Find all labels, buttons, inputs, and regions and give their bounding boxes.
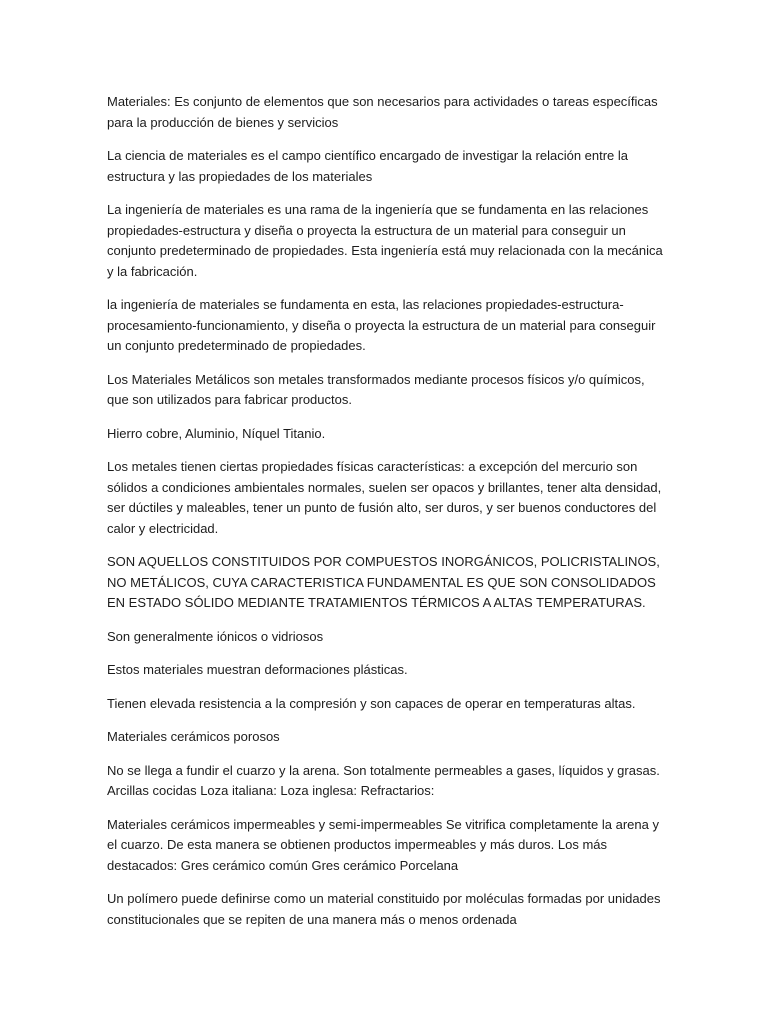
paragraph-ionicos-vidriosos: Son generalmente iónicos o vidriosos bbox=[107, 628, 324, 644]
paragraph-deformaciones: Estos materiales muestran deformaciones plásticas. bbox=[107, 662, 408, 677]
paragraph-materiales-definicion: Materiales: Es conjunto de elementos que son necesarios para actividades o tareas específicas para la producción de bienes y servicios bbox=[107, 94, 658, 130]
paragraph-ceramicos-porosos: Materiales cerámicos porosos bbox=[107, 729, 280, 744]
paragraph-propiedades-metales: Los metales tienen ciertas propiedades físicas características: a excepción del mercurio son sólidos a condiciones ambientales normales, suelen ser opacos y brillantes, tener alta densidad, ser dúctiles y maleables, tener un punto de fusión alto, ser duros, y ser buenos conductores del calor y electricidad. bbox=[107, 459, 662, 536]
paragraph-ingenieria-fundamento: la ingeniería de materiales se fundamenta en esta, las relaciones propiedades-estructura-procesamiento-funcionamiento, y diseña o proyecta la estructura de un material para conseguir un conjunto predeterminado de propiedades. bbox=[107, 297, 656, 353]
paragraph-cuarzo-arena: No se llega a fundir el cuarzo y la arena. Son totalmente permeables a gases, líquidos y grasas. Arcillas cocidas Loza italiana: Loza inglesa: Refractarios: bbox=[107, 762, 660, 798]
paragraph-ingenieria-materiales: La ingeniería de materiales es una rama de la ingeniería que se fundamenta en las relaciones propiedades-estructura y diseña o proyecta la estructura de un material para conseguir un conjunto predeterminado de propiedades. Esta ingeniería está muy relacionada con la mecánica y la fabricación. bbox=[107, 202, 663, 279]
paragraph-ceramicos-definicion: SON AQUELLOS CONSTITUIDOS POR COMPUESTOS INORGÁNICOS, POLICRISTALINOS, NO METÁLICOS, CUYA CARACTERISTICA FUNDAMENTAL ES QUE SON CONSOLIDADOS EN ESTADO SÓLIDO MEDIANTE TRATAMIENTOS TÉRMICOS A ALTAS TEMPERATURAS. bbox=[107, 554, 660, 610]
paragraph-ejemplos-metales: Hierro cobre, Aluminio, Níquel Titanio. bbox=[107, 425, 326, 441]
paragraph-ceramicos-impermeables: Materiales cerámicos impermeables y semi-impermeables Se vitrifica completamente la arena y el cuarzo. De esta manera se obtienen productos impermeables y más duros. Los más destacados: Gres cerámico común Gres cerámico Porcelana bbox=[107, 816, 659, 873]
document-body bbox=[107, 92, 667, 943]
paragraph-ciencia-materiales: La ciencia de materiales es el campo científico encargado de investigar la relación entre la estructura y las propiedades de los materiales bbox=[107, 148, 629, 184]
paragraph-materiales-metalicos: Los Materiales Metálicos son metales transformados mediante procesos físicos y/o químicos, que son utilizados para fabricar productos. bbox=[107, 371, 645, 407]
paragraph-polimero: Un polímero puede definirse como un material constituido por moléculas formadas por unidades constitucionales que se repiten de una manera más o menos ordenada bbox=[107, 891, 661, 927]
paragraph-resistencia: Tienen elevada resistencia a la compresión y son capaces de operar en temperaturas altas. bbox=[107, 695, 636, 711]
